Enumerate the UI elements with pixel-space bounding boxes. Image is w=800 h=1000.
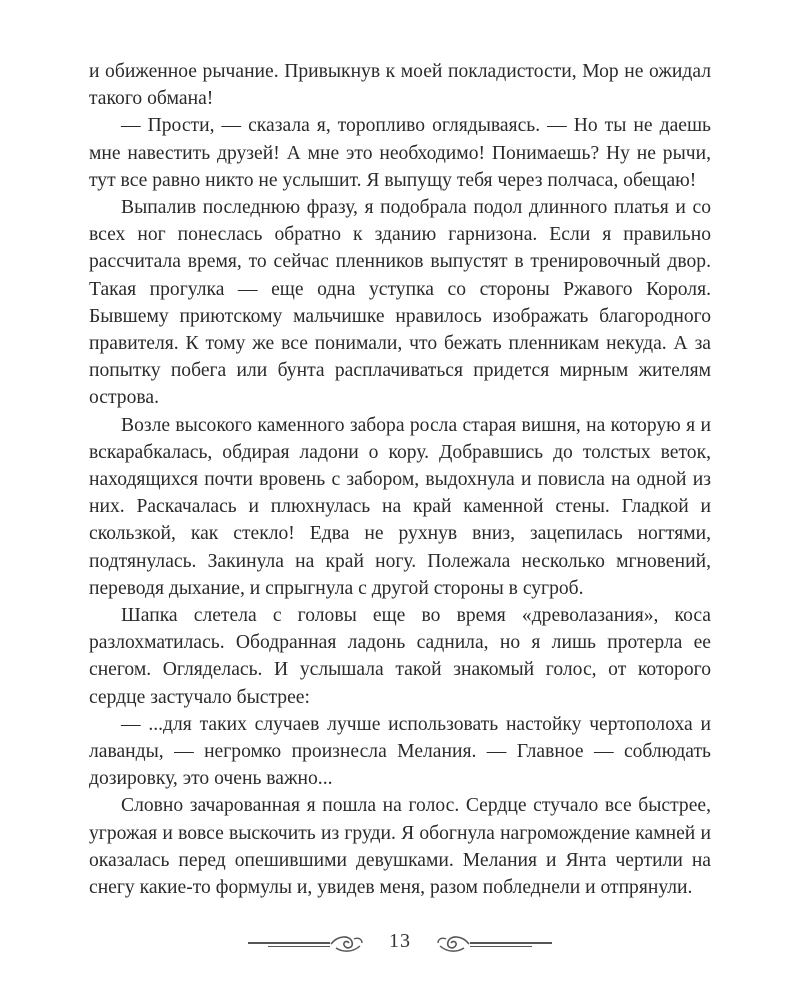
paragraph-6: — ...для таких случаев лучше использовать настойку чертополоха и лаванды, — негромко произнесла Мелания. — Главное — соблюдать дозировку, это очень важно... [89, 713, 711, 790]
paragraph-1: и обиженное рычание. Привыкнув к моей покладистости, Мор не ожидал такого обмана! [89, 61, 711, 110]
paragraph-4: Возле высокого каменного забора росла старая вишня, на которую я и вскарабкалась, обдирая ладони о кору. Добравшись до толстых веток, находящихся почти вровень с забором, выдохнула и повисла на одной из них. Раскачалась и плюхнулась на край каменной стены. Гладкой и скользкой, как стекло! Едва не рухнув вниз, зацепилась ногтями, подтянулась. Закинула на край ногу. Полежала несколько мгновений, переводя дыхание, и спрыгнула с другой стороны в сугроб. [89, 414, 711, 599]
paragraph-7: Словно зачарованная я пошла на голос. Сердце стучало все быстрее, угрожая и вовсе выскочить из груди. Я обогнула нагромождение камней и оказалась перед опешившими девушками. Мелания и Янта чертили на снегу какие-то формулы и, увидев меня, разом побледнели и отпрянули. [89, 795, 711, 899]
page-footer [0, 926, 800, 962]
body-text [89, 58, 711, 901]
paragraph-2: — Прости, — сказала я, торопливо оглядываясь. — Но ты не даешь мне навестить друзей! А мне это необходимо! Понимаешь? Ну не рычи, тут все равно никто не услышит. Я выпущу тебя через полчаса, обещаю! [89, 115, 711, 191]
paragraph-5: Шапка слетела с головы еще во время «древолазания», коса разлохматилась. Ободранная ладонь саднила, но я лишь протерла ее снегом. Огляделась. И услышала такой знакомый голос, от которого сердце застучало быстрее: [89, 605, 711, 708]
page-number: 13 [389, 930, 411, 952]
paragraph-3: Выпалив последнюю фразу, я подобрала подол длинного платья и со всех ног понеслась обратно к зданию гарнизона. Если я правильно рассчитала время, то сейчас пленников выпустят в тренировочный двор. Такая прогулка — еще одна уступка со стороны Ржавого Короля. Бывшему приютскому мальчишке нравилось изображать благородного правителя. К тому же все понимали, что бежать пленникам некуда. А за попытку побега или бунта расплачиваться придется мирным жителям острова. [89, 197, 711, 409]
